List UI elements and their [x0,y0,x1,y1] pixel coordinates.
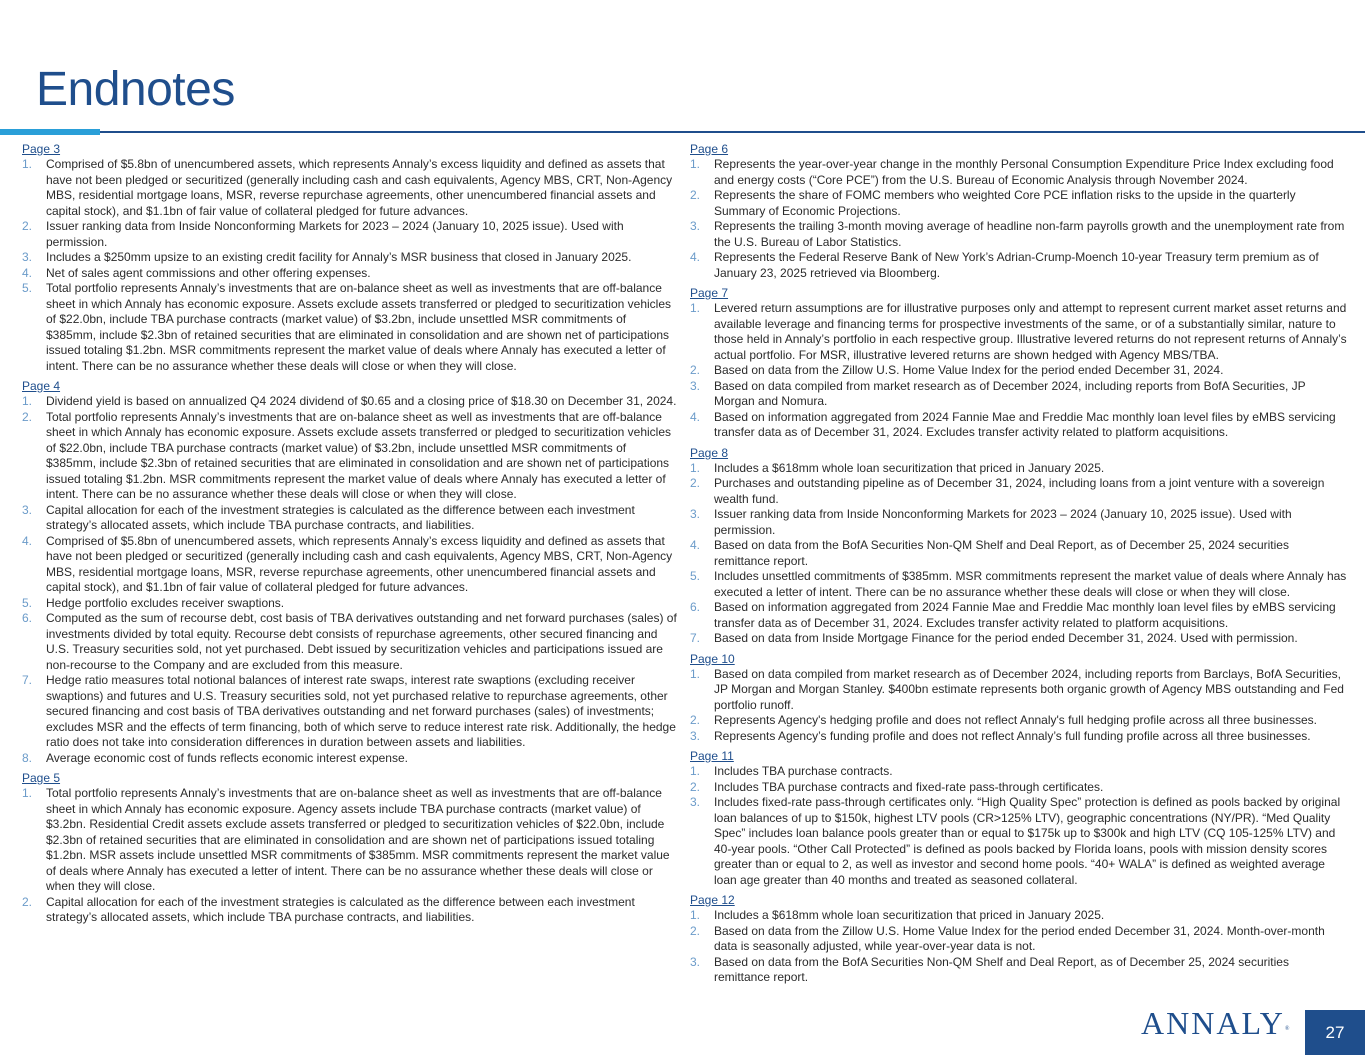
endnote-number: 2. [690,713,701,727]
endnote-number: 1. [690,764,701,778]
endnote-number: 3. [690,219,701,233]
endnote-item [690,157,1348,188]
endnote-number: 2. [22,894,33,909]
endnote-number: 8. [22,750,33,765]
endnote-item [690,780,1348,796]
endnote-text: Represents Agency's hedging profile and does not reflect Annaly's full hedging profile across all three businesses. [714,713,1317,727]
endnote-text: Issuer ranking data from Inside Nonconforming Markets for 2023 – 2024 (January 10, 2025 issue). Used with permission. [714,507,1292,537]
endnote-number: 1. [690,460,701,475]
endnote-text: Computed as the sum of recourse debt, cost basis of TBA derivatives outstanding and net forward purchases (sales) of investments divided by total equity. Recourse debt consists of repurchase agreements, other secured financing and U.S. Treasury securities sold, not yet purchased. Debt issued by securitization vehicles and participations issued are non-recourse to the Company and are excluded from this measure. [46,611,677,672]
endnote-item [690,461,1348,477]
endnote-text: Represents the Federal Reserve Bank of New York’s Adrian-Crump-Moench 10-year Treasury term premium as of January 23, 2025 retrieved via Bloomberg. [714,250,1319,280]
page-title: Endnotes [36,63,235,116]
endnote-item [22,596,678,612]
endnote-item [22,611,678,673]
endnote-item [690,729,1348,745]
endnote-text: Based on data compiled from market research as of December 2024, including reports from Barclays, BofA Securities, JP Morgan and Morgan Stanley. $400bn estimate represents both organic growth of Agency MBS outstanding and Fed portfolio runoff. [714,666,1344,712]
endnote-text: Total portfolio represents Annaly’s investments that are on-balance sheet as well as investments that are off-balance sheet in which Annaly has economic exposure. Assets exclude assets transferred or pledged to securitization vehicles of $22.0bn, include TBA purchase contracts (market value) of $3.2bn, include unsettled MSR commitments of $385mm, include $2.3bn of retained securities that are eliminated in consolidation and are shown net of participations issued totaling $1.2bn. MSR commitments represent the market value of deals where Annaly has executed a letter of intent. There can be no assurance whether these deals will close or when they will close. [46,281,672,373]
endnote-text: Represents Agency’s funding profile and does not reflect Annaly’s full funding profile across all three businesses. [714,728,1311,743]
registered-mark: ® [1284,1026,1290,1032]
endnote-text: Includes fixed-rate pass-through certificates only. “High Quality Spec” protection is defined as pools backed by original loan balances of up to $150k, highest LTV pools (CR>125% LTV), geographic concentrations (NY/PR). “Med Quality Spec” includes loan balance pools greater than or equal to $175k up to $300k and high LTV (CQ 105-125% LTV) and 40-year pools. “Other Call Protected” is defined as pools backed by Florida loans, pools with mission density scores greater than or equal to 2, as well as investor and second home pools. “40+ WALA” is defined as weighted average loan age greater than 40 months and treated as seasoned collateral. [714,795,1341,887]
endnote-number: 2. [22,409,33,424]
endnote-list [690,157,1348,281]
endnote-number: 2. [690,188,701,202]
endnote-number: 3. [22,502,33,517]
endnote-text: Issuer ranking data from Inside Nonconforming Markets for 2023 – 2024 (January 10, 2025 issue). Used with permission. [46,219,624,249]
endnote-list [690,764,1348,888]
endnote-item [690,219,1348,250]
endnote-number: 1. [690,157,701,171]
endnote-text: Total portfolio represents Annaly’s investments that are on-balance sheet as well as investments that are off-balance sheet in which Annaly has economic exposure. Assets exclude assets transferred or pledged to securitization vehicles of $22.0bn, include TBA purchase contracts (market value) of $3.2bn, include unsettled MSR commitments of $385mm, include $2.3bn of retained securities that are eliminated in consolidation and are shown net of participations issued totaling $1.2bn. MSR commitments represent the market value of deals where Annaly has executed a letter of intent. There can be no assurance whether these deals will close or when they will close. [46,409,672,501]
endnote-section [690,285,1348,441]
endnote-list [690,667,1348,745]
endnote-text: Hedge ratio measures total notional balances of interest rate swaps, interest rate swaptions (excluding receiver swaptions) and futures and U.S. Treasury securities sold, not yet purchased relative to repurchase agreements, other secured financing and cost basis of TBA derivatives outstanding and net forward purchases (sales) of investments; excludes MSR and the effects of term financing, both of which serve to reduce interest rate risk. Additionally, the hedge ratio does not take into consideration differences in duration between assets and liabilities. [46,673,676,749]
endnote-list [690,461,1348,647]
endnote-item [690,188,1348,219]
endnote-number: 1. [690,666,701,681]
endnote-item [690,955,1348,986]
endnote-text: Capital allocation for each of the investment strategies is calculated as the difference between each investment strategy’s allocated assets, which include TBA purchase contracts, and liabilities. [46,894,635,924]
endnote-item [690,908,1348,924]
endnote-number: 5. [22,281,33,295]
endnote-item [690,569,1348,600]
endnote-text: Includes a $618mm whole loan securitization that priced in January 2025. [714,908,1105,922]
endnote-number: 4. [690,538,701,552]
endnote-item [690,667,1348,714]
page-reference-link[interactable]: Page 10 [690,651,735,666]
endnote-item [22,751,678,767]
title-divider [0,131,1365,133]
endnote-item [690,631,1348,647]
endnote-text: Represents the share of FOMC members who weighted Core PCE inflation risks to the upside in the quarterly Summary of Economic Projections. [714,188,1296,218]
endnote-number: 7. [22,673,33,687]
endnote-item [22,673,678,751]
endnote-section [22,770,678,926]
endnote-item [22,281,678,374]
endnote-text: Includes a $250mm upsize to an existing credit facility for Annaly’s MSR business that closed in January 2025. [46,250,632,264]
endnote-number: 3. [690,728,701,743]
endnote-list [22,394,678,766]
endnote-text: Based on information aggregated from 2024 Fannie Mae and Freddie Mac monthly loan level files by eMBS servicing transfer data as of December 31, 2024. Excludes transfer activity related to platform acquisitions. [714,600,1336,630]
endnote-section [22,141,678,374]
endnote-section [690,748,1348,888]
endnote-text: Includes TBA purchase contracts. [714,764,893,778]
endnote-text: Includes unsettled commitments of $385mm. MSR commitments represent the market value of deals where Annaly has executed a letter of intent. There can be no assurance whether these deals will close or when they will close. [714,569,1347,599]
endnote-text: Purchases and outstanding pipeline as of December 31, 2024, including loans from a joint venture with a sovereign wealth fund. [714,476,1325,506]
endnote-text: Average economic cost of funds reflects economic interest expense. [46,750,408,765]
endnote-text: Levered return assumptions are for illustrative purposes only and attempt to represent current market asset returns and available leverage and financing terms for prospective investments of the same, or of a substantially similar, nature to those held in Annaly’s portfolio in each respective group. Illustrative levered returns do not represent returns of Annaly’s actual portfolio. For MSR, illustrative levered returns are shown hedged with Agency MBS/TBA. [714,301,1347,362]
endnote-list [690,301,1348,441]
endnote-number: 1. [22,157,33,171]
logo-text: ANNALY [1141,1005,1285,1041]
endnote-item [690,301,1348,363]
endnote-number: 1. [22,786,33,800]
endnote-item [690,476,1348,507]
endnote-item [22,503,678,534]
endnote-number: 2. [22,219,33,233]
endnote-number: 4. [690,409,701,424]
endnote-text: Based on data from the BofA Securities Non-QM Shelf and Deal Report, as of December 25, 2024 securities remittance report. [714,538,1289,568]
annaly-logo [1141,1004,1289,1042]
page-reference-link[interactable]: Page 6 [690,142,729,156]
endnote-number: 4. [22,265,33,280]
endnote-item [690,795,1348,888]
endnote-item [690,250,1348,281]
page-reference-link[interactable]: Page 3 [22,142,61,156]
endnote-number: 3. [690,795,701,809]
endnote-number: 5. [690,569,701,583]
endnote-text: Comprised of $5.8bn of unencumbered assets, which represents Annaly’s excess liquidity and defined as assets that have not been pledged or securitized (generally including cash and cash equivalents, Agency MBS, CRT, Non-Agency MBS, residential mortgage loans, MSR, reverse repurchase agreements, other unencumbered financial assets and capital stock), and $1.1bn of fair value of collateral pledged for future advances. [46,157,673,218]
endnote-item [22,157,678,219]
page-reference-link[interactable]: Page 8 [690,445,729,460]
endnote-item [690,363,1348,379]
endnote-text: Includes a $618mm whole loan securitization that priced in January 2025. [714,460,1105,475]
endnote-item [22,394,678,410]
endnote-number: 7. [690,631,701,645]
endnote-item [690,410,1348,441]
endnote-number: 5. [22,595,33,610]
page-reference-link[interactable]: Page 12 [690,893,735,907]
endnote-number: 1. [22,394,33,408]
endnote-text: Net of sales agent commissions and other offering expenses. [46,265,371,280]
endnote-number: 1. [690,908,701,922]
endnote-item [690,764,1348,780]
page-reference-link[interactable]: Page 4 [22,379,61,393]
endnote-text: Based on data from Inside Mortgage Finance for the period ended December 31, 2024. Used with permission. [714,631,1298,645]
endnote-text: Represents the trailing 3-month moving average of headline non-farm payrolls growth and the unemployment rate from the U.S. Bureau of Labor Statistics. [714,219,1345,249]
endnote-text: Includes TBA purchase contracts and fixed-rate pass-through certificates. [714,779,1104,794]
endnote-text: Based on data from the Zillow U.S. Home Value Index for the period ended December 31, 2024. Month-over-month data is seasonally adjusted, while year-over-year data is not. [714,923,1325,953]
endnote-number: 4. [22,533,33,548]
endnote-item [690,924,1348,955]
endnote-item [690,713,1348,729]
endnote-item [22,219,678,250]
endnote-item [22,534,678,596]
endnote-text: Total portfolio represents Annaly’s investments that are on-balance sheet as well as investments that are off-balance sheet in which Annaly has economic exposure. Agency assets include TBA purchase contracts (market value) of $3.2bn. Residential Credit assets exclude assets transferred or pledged to securitization vehicles of $22.0bn, include $2.3bn of retained securities that are eliminated in consolidation and are shown net of participations issued totaling $1.2bn. MSR assets include unsettled MSR commitments of $385mm. MSR commitments represent the market value of deals where Annaly has executed a letter of intent. There can be no assurance whether these deals will close or when they will close. [46,786,670,893]
endnote-text: Based on data from the BofA Securities Non-QM Shelf and Deal Report, as of December 25, 2024 securities remittance report. [714,954,1289,984]
endnote-item [690,507,1348,538]
endnote-text: Capital allocation for each of the investment strategies is calculated as the difference between each investment strategy’s allocated assets, which include TBA purchase contracts, and liabilities. [46,502,635,532]
endnote-number: 4. [690,250,701,264]
endnote-item [690,600,1348,631]
endnote-list [22,786,678,926]
endnote-text: Based on data from the Zillow U.S. Home Value Index for the period ended December 31, 2024. [714,363,1224,377]
endnote-item [22,250,678,266]
endnote-section [690,651,1348,745]
endnote-item [22,895,678,926]
endnote-text: Based on data compiled from market research as of December 2024, including reports from BofA Securities, JP Morgan and Nomura. [714,378,1306,408]
endnote-number: 3. [690,378,701,393]
endnotes-column-left [22,141,678,926]
endnote-item [690,538,1348,569]
endnote-number: 3. [690,507,701,521]
endnote-number: 1. [690,301,701,315]
page-reference-link[interactable]: Page 5 [22,771,61,785]
endnote-text: Based on information aggregated from 2024 Fannie Mae and Freddie Mac monthly loan level files by eMBS servicing transfer data as of December 31, 2024. Excludes transfer activity related to platform acquisitions. [714,409,1336,439]
endnote-list [690,908,1348,986]
endnote-number: 3. [22,250,33,264]
endnote-number: 3. [690,954,701,969]
endnote-item [22,786,678,895]
page-reference-link[interactable]: Page 11 [690,749,734,763]
endnote-text: Comprised of $5.8bn of unencumbered assets, which represents Annaly’s excess liquidity and defined as assets that have not been pledged or securitized (generally including cash and cash equivalents, Agency MBS, CRT, Non-Agency MBS, residential mortgage loans, MSR, reverse repurchase agreements, other unencumbered financial assets and capital stock), and $1.1bn of fair value of collateral pledged for future advances. [46,533,673,594]
endnote-text: Represents the year-over-year change in the monthly Personal Consumption Expenditure Price Index excluding food and energy costs (“Core PCE”) from the U.S. Bureau of Economic Analysis through November 2024. [714,157,1334,187]
endnote-section [690,141,1348,281]
endnote-item [22,410,678,503]
endnote-number: 2. [690,923,701,938]
endnote-section [22,378,678,766]
endnote-number: 2. [690,779,701,794]
page-reference-link[interactable]: Page 7 [690,286,729,300]
page-number: 27 [1305,1010,1365,1055]
endnote-text: Dividend yield is based on annualized Q4 2024 dividend of $0.65 and a closing price of $18.30 on December 31, 2024. [46,394,677,408]
endnote-item [690,379,1348,410]
endnote-number: 2. [690,476,701,490]
endnote-text: Hedge portfolio excludes receiver swaptions. [46,595,285,610]
endnote-item [22,266,678,282]
endnote-section [690,445,1348,647]
endnote-number: 6. [22,611,33,625]
endnote-number: 2. [690,363,701,377]
endnote-section [690,892,1348,986]
endnote-list [22,157,678,374]
endnotes-column-right [690,141,1348,986]
title-divider-accent [0,129,100,135]
endnote-number: 6. [690,600,701,614]
